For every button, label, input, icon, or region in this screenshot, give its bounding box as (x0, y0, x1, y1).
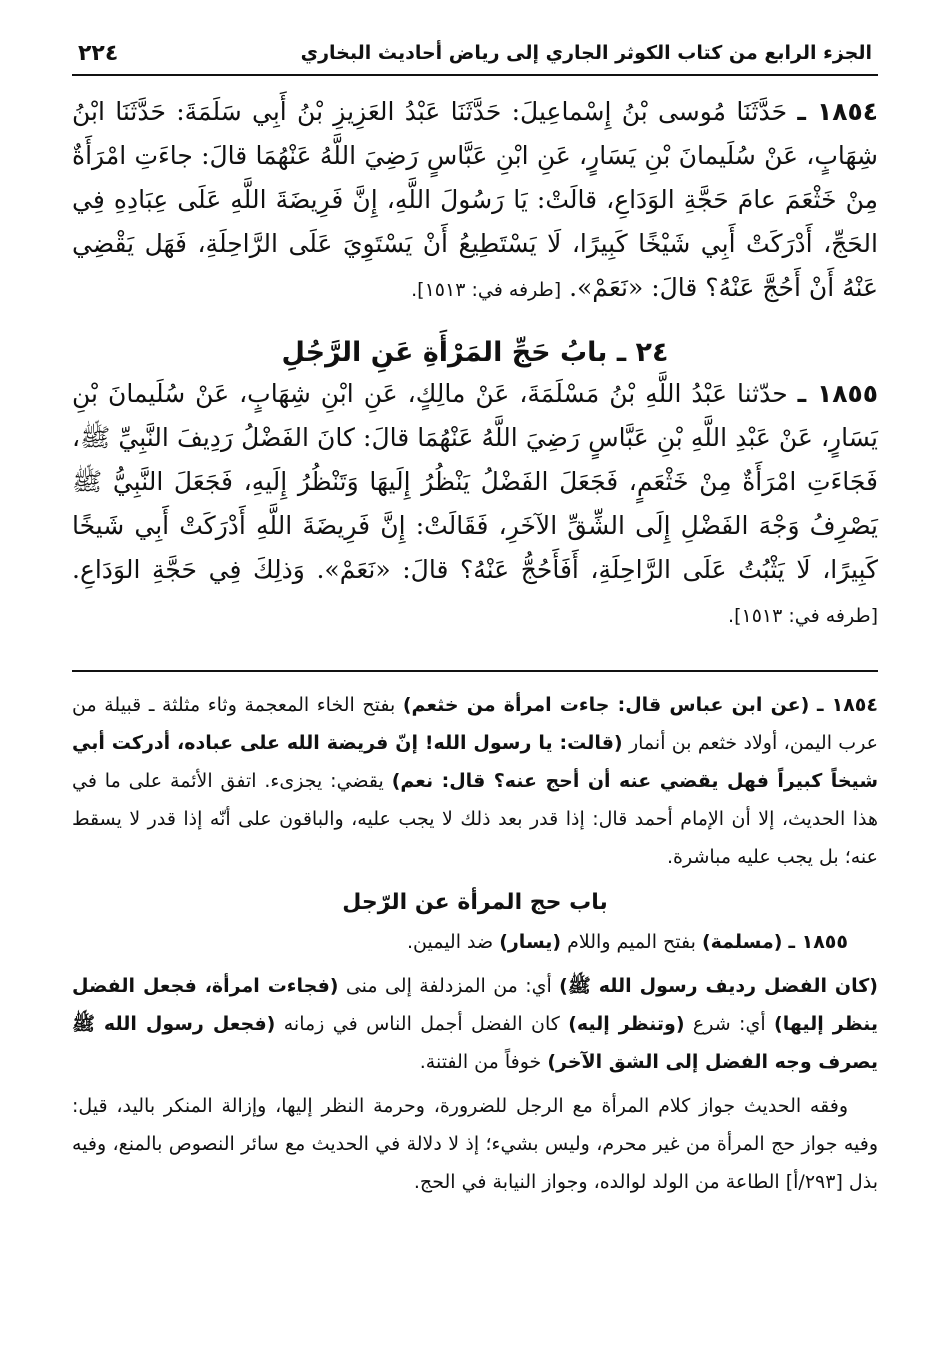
hadith-number: ١٨٥٤ ـ (797, 97, 878, 126)
commentary-fiqh: وفقه الحديث جواز كلام المرأة مع الرجل للضرورة، وحرمة النظر إليها، وإزالة المنكر باليد، قيل: وفيه جواز حج المرأة من غير محرم، وليس بشيء؛ إذ لا دلالة في الحديث مع سائر النصوص بالمنع، وفيه بذل [٢٩٣/أ] الطاعة من الولد لوالده، وجواز النيابة في الحج. (72, 1095, 878, 1193)
hadith-text: حَدَّثَنَا مُوسى بْنُ إِسْماعِيلَ: حَدَّثَنَا عَبْدُ العَزِيزِ بْنُ أَبِي سَلَمَةَ: حَدَّثَنَا ابْنُ شِهَابٍ، عَنْ سُلَيمانَ بْنِ يَسَارٍ، عَنِ ابْنِ عَبَّاسٍ رَضِيَ اللَّهُ عَنْهُمَا قالَ: جاءَتِ امْرَأَةٌ مِنْ خَثْعَمَ عامَ حَجَّةِ الوَدَاعِ، قالَتْ: يَا رَسُولَ اللَّهِ، إِنَّ فَرِيضَةَ اللَّهِ عَلَى عِبَادِهِ فِي الحَجِّ، أَدْرَكَتْ أَبِي شَيْخًا كَبِيرًا، لَا يَسْتَطِيعُ أَنْ يَسْتَوِيَ عَلَى الرَّاحِلَةِ، فَهَل يَقْضِي عَنْهُ أَنْ أَحُجَّ عَنْهُ؟ قالَ: «نَعَمْ». (72, 97, 878, 302)
commentary-text: ضد اليمين. (406, 931, 494, 953)
footnote-divider (72, 670, 878, 672)
commentary-text: كان الفضل أجمل الناس في زمانه (283, 1013, 560, 1035)
commentary-text: يقضي: يجزىء. اتفق الأئمة على ما في هذا الحديث، إلا أن الإمام أحمد قال: إذا قدر بعد ذلك لا يجب عليه، والباقون على أنّه إذا قدر لا يسقط عنه؛ بل يجب عليه مباشرة. (72, 770, 878, 868)
commentary-quote: (فجاءت امرأة، فجعل الفضل ينظر إليها) (72, 975, 878, 1035)
page-header (72, 36, 878, 76)
commentary-text: خوفاً من الفتنة. (419, 1051, 542, 1073)
commentary-text: أي: شرع (692, 1013, 766, 1035)
commentary-quote: (كان الفضل رديف رسول الله ﷺ) (559, 975, 878, 997)
chapter-title: ٢٤ ـ بابُ حَجِّ المَرْأَةِ عَنِ الرَّجُلِ (281, 337, 669, 368)
commentary-quote: (فجعل رسول الله ﷺ يصرف وجه الفضل إلى الشق الآخر) (72, 1013, 878, 1073)
commentary-quote: (وتنظر إليه) (568, 1013, 685, 1035)
commentary-quote: (يسار) (499, 931, 562, 953)
hadith-reference: [طرفه في: ١٥١٣]. (411, 279, 562, 301)
commentary-quote: (عن ابن عباس قال: جاءت امرأة من خثعم) (402, 694, 810, 716)
commentary-number: ١٨٥٥ ـ (788, 931, 848, 953)
hadith-number: ١٨٥٥ ـ (797, 379, 879, 408)
page-number: ٢٢٤ (78, 40, 119, 66)
commentary-1854 (72, 686, 878, 876)
commentary-1855 (72, 923, 878, 961)
commentary-number: ١٨٥٤ ـ (816, 694, 878, 716)
commentary-text: بفتح الخاء المعجمة وثاء مثلثة ـ قبيلة من عرب اليمن، أولاد خثعم بن أنمار (72, 694, 879, 754)
commentary-fadl (72, 967, 878, 1081)
hadith-text: حدّثنا عَبْدُ اللَّهِ بْنُ مَسْلَمَةَ، عَنْ مالِكٍ، عَنِ ابْنِ شِهَابٍ، عَنْ سُلَيمانَ بْنِ يَسَارٍ، عَنْ عَبْدِ اللَّهِ بْنِ عَبَّاسٍ رَضِيَ اللَّهُ عَنْهُمَا قالَ: كانَ الفَضْلُ رَدِيفَ النَّبِيِّ ﷺ، فَجَاءَتِ امْرَأَةٌ مِنْ خَثْعَمٍ، فَجَعَلَ الفَضْلُ يَنْظُرُ إِلَيهَا وَتَنْظُرُ إِلَيهِ، فَجَعَلَ النَّبِيُّ ﷺ يَصْرِفُ وَجْهَ الفَضْلِ إِلَى الشِّقِّ الآخَرِ، فَقَالَتْ: إِنَّ فَرِيضَةَ اللَّهِ أَدْرَكَتْ أَبِي شَيخًا كَبِيرًا، لَا يَثْبُتُ عَلَى الرَّاحِلَةِ، أَفَأَحُجُّ عَنْهُ؟ قالَ: «نَعَمْ». وَذلِكَ فِي حَجَّةِ الوَدَاعِ. (72, 379, 878, 584)
commentary-text: أي: من المزدلفة إلى منى (345, 975, 552, 997)
commentary-quote: (قالت: يا رسول الله! إنّ فريضة الله على عباده، أدركت أبي شيخاً كبيراً فهل يقضي عنه أن أحج عنه؟ قال: نعم) (72, 732, 878, 792)
commentary-text: بفتح الميم واللام (567, 931, 696, 953)
hadith-reference: [طرفه في: ١٥١٣]. (728, 605, 878, 627)
running-title: الجزء الرابع من كتاب الكوثر الجاري إلى رياض أحاديث البخاري (300, 42, 872, 64)
hadith-1854 (72, 90, 878, 312)
hadith-1855 (72, 372, 878, 638)
commentary-chapter-title: باب حج المرأة عن الرّجل (342, 890, 608, 915)
commentary-quote: (مسلمة) (701, 931, 783, 953)
